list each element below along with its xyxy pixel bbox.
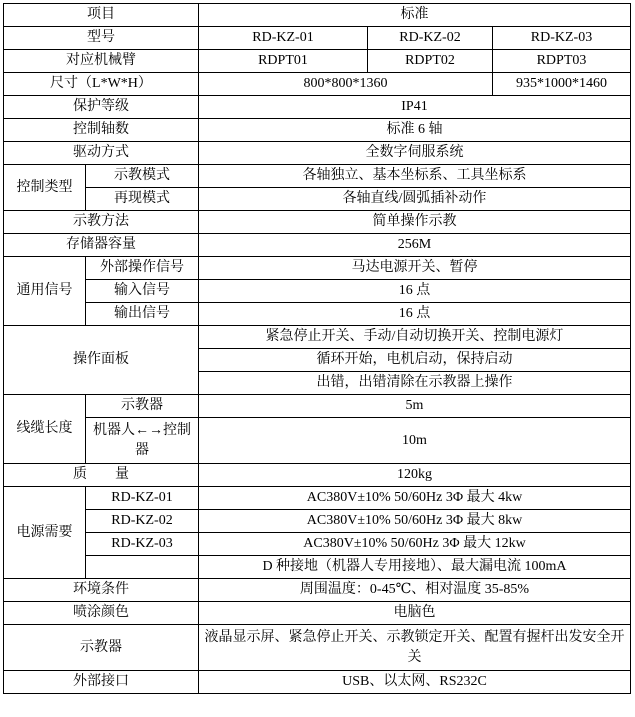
row-teach-method: [4, 211, 631, 234]
row-environment: [4, 579, 631, 602]
row-arm: [4, 50, 631, 73]
teach-mode-label: 示教模式: [86, 165, 199, 188]
power-kz01-value: AC380V±10% 50/60Hz 3Φ 最大 4kw: [199, 487, 631, 510]
row-signal-external: [4, 257, 631, 280]
size-label: 尺寸（L*W*H）: [4, 73, 199, 96]
row-control-type-replay: [4, 188, 631, 211]
cable-length-label: 线缆长度: [4, 395, 86, 464]
external-signal-value: 马达电源开关、暂停: [199, 257, 631, 280]
row-pendant-spec: [4, 625, 631, 671]
row-signal-output: [4, 303, 631, 326]
cable-robot-controller-label: 机器人←→控制器: [86, 418, 199, 464]
cable-pendant-label: 示教器: [86, 395, 199, 418]
power-ground-value: D 种接地（机器人专用接地）、最大漏电流 100mA: [199, 556, 631, 579]
size-value-12: 800*800*1360: [199, 73, 493, 96]
row-cable-pendant: [4, 395, 631, 418]
row-protection: [4, 96, 631, 119]
axes-label: 控制轴数: [4, 119, 199, 142]
protection-label: 保护等级: [4, 96, 199, 119]
spec-table: [3, 3, 631, 694]
teach-method-value: 简单操作示教: [199, 211, 631, 234]
input-signal-label: 输入信号: [86, 280, 199, 303]
panel-line-1: 紧急停止开关、手动/自动切换开关、控制电源灯: [199, 326, 631, 349]
cable-robot-controller-value: 10m: [199, 418, 631, 464]
environment-value: 周围温度：0-45℃、相对温度 35-85%: [199, 579, 631, 602]
paint-color-label: 喷涂颜色: [4, 602, 199, 625]
teach-mode-value: 各轴独立、基本坐标系、工具坐标系: [199, 165, 631, 188]
input-signal-value: 16 点: [199, 280, 631, 303]
row-paint: [4, 602, 631, 625]
row-drive: [4, 142, 631, 165]
panel-line-3: 出错，出错清除在示教器上操作: [199, 372, 631, 395]
header-standard-label: 标准: [199, 4, 631, 27]
row-power-kz02: [4, 510, 631, 533]
row-power-kz03: [4, 533, 631, 556]
replay-mode-value: 各轴直线/圆弧插补动作: [199, 188, 631, 211]
model-value-2: RD-KZ-02: [368, 27, 493, 50]
drive-label: 驱动方式: [4, 142, 199, 165]
power-kz01-label: RD-KZ-01: [86, 487, 199, 510]
power-ground-label: [86, 556, 199, 579]
row-memory: [4, 234, 631, 257]
row-signal-input: [4, 280, 631, 303]
paint-color-value: 电脑色: [199, 602, 631, 625]
drive-value: 全数字伺服系统: [199, 142, 631, 165]
cable-pendant-value: 5m: [199, 395, 631, 418]
row-model: [4, 27, 631, 50]
control-type-label: 控制类型: [4, 165, 86, 211]
row-control-type-teach: [4, 165, 631, 188]
pendant-spec-value: 液晶显示屏、紧急停止开关、示教锁定开关、配置有握杆出发安全开关: [199, 625, 631, 671]
row-weight: [4, 464, 631, 487]
panel-label: 操作面板: [4, 326, 199, 395]
model-value-1: RD-KZ-01: [199, 27, 368, 50]
external-signal-label: 外部操作信号: [86, 257, 199, 280]
size-value-3: 935*1000*1460: [493, 73, 631, 96]
row-header: [4, 4, 631, 27]
interface-label: 外部接口: [4, 671, 199, 694]
power-label: 电源需要: [4, 487, 86, 579]
row-interface: [4, 671, 631, 694]
model-label: 型号: [4, 27, 199, 50]
row-size: [4, 73, 631, 96]
weight-value: 120kg: [199, 464, 631, 487]
panel-line-2: 循环开始，电机启动，保持启动: [199, 349, 631, 372]
row-power-ground: [4, 556, 631, 579]
row-cable-robot-controller: [4, 418, 631, 464]
power-kz02-label: RD-KZ-02: [86, 510, 199, 533]
model-value-3: RD-KZ-03: [493, 27, 631, 50]
row-power-kz01: [4, 487, 631, 510]
power-kz03-label: RD-KZ-03: [86, 533, 199, 556]
output-signal-value: 16 点: [199, 303, 631, 326]
general-signal-label: 通用信号: [4, 257, 86, 326]
environment-label: 环境条件: [4, 579, 199, 602]
arm-value-2: RDPT02: [368, 50, 493, 73]
teach-method-label: 示教方法: [4, 211, 199, 234]
row-axes: [4, 119, 631, 142]
interface-value: USB、以太网、RS232C: [199, 671, 631, 694]
row-panel-1: [4, 326, 631, 349]
arm-label: 对应机械臂: [4, 50, 199, 73]
power-kz02-value: AC380V±10% 50/60Hz 3Φ 最大 8kw: [199, 510, 631, 533]
output-signal-label: 输出信号: [86, 303, 199, 326]
arm-value-3: RDPT03: [493, 50, 631, 73]
axes-value: 标准 6 轴: [199, 119, 631, 142]
protection-value: IP41: [199, 96, 631, 119]
memory-value: 256M: [199, 234, 631, 257]
arm-value-1: RDPT01: [199, 50, 368, 73]
replay-mode-label: 再现模式: [86, 188, 199, 211]
power-kz03-value: AC380V±10% 50/60Hz 3Φ 最大 12kw: [199, 533, 631, 556]
pendant-spec-label: 示教器: [4, 625, 199, 671]
weight-label: 质 量: [4, 464, 199, 487]
header-item-label: 项目: [4, 4, 199, 27]
memory-label: 存储器容量: [4, 234, 199, 257]
